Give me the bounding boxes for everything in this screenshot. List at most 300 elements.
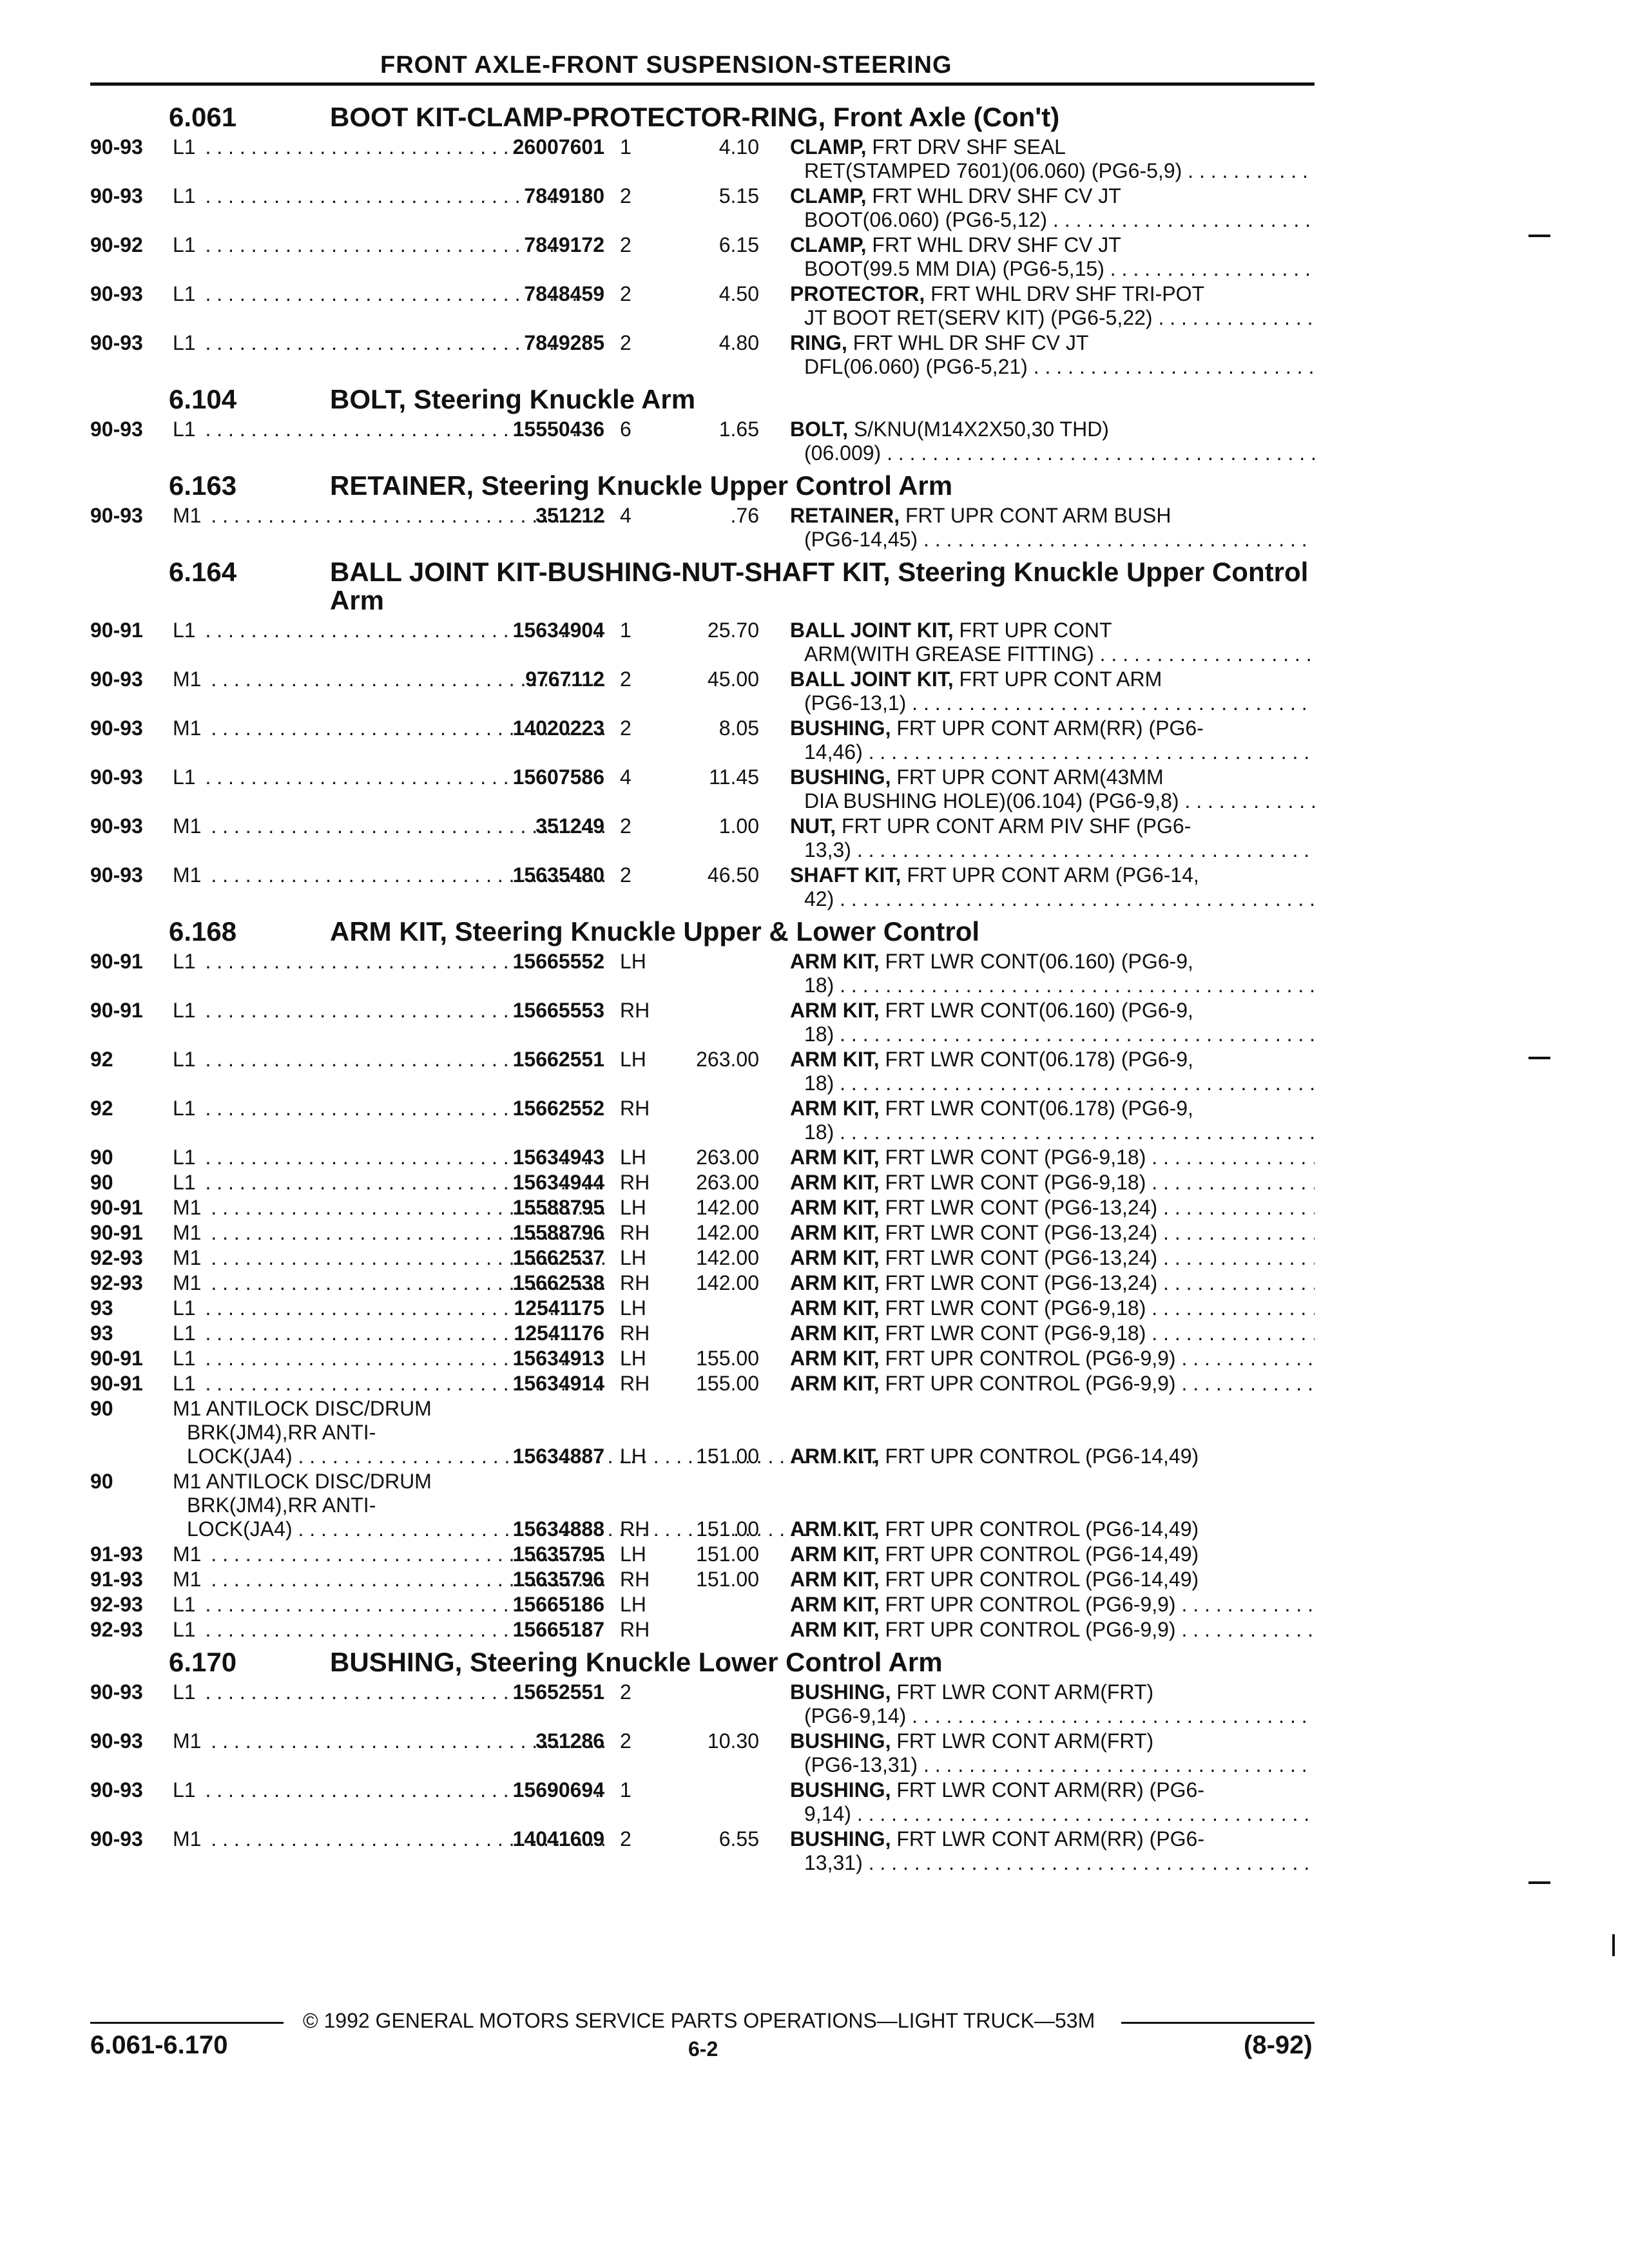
model-years: 90-93 (90, 418, 143, 441)
description-line (790, 1271, 1315, 1295)
quantity: 2 (620, 716, 631, 740)
description-text: FRT UPR CONTROL (PG6-9,9) (879, 1372, 1176, 1395)
description (759, 282, 1315, 330)
part-row (90, 504, 1315, 552)
price: 151.00 (696, 1517, 759, 1541)
description-continuation: 13,3) . . . (790, 838, 1315, 862)
model-years: 90-93 (90, 1778, 143, 1802)
model-code: L1 (173, 1097, 200, 1120)
description-text: FRT UPR CONTROL (PG6-14,49) (879, 1517, 1199, 1541)
model-code: L1 (173, 1296, 200, 1320)
model-code: L1 (173, 1146, 200, 1169)
description-term: ARM KIT, (790, 1097, 880, 1120)
margin-mark (1528, 235, 1550, 237)
description (759, 504, 1315, 552)
description-line (790, 999, 1315, 1023)
description-text: FRT LWR CONT (PG6-9,18) (879, 1296, 1146, 1320)
model-years: 90 (90, 1146, 113, 1169)
part-row (90, 1221, 1315, 1245)
part-row (90, 999, 1315, 1046)
section-title: BUSHING, Steering Knuckle Lower Control Arm (330, 1647, 943, 1677)
footer-date: (8-92) (1244, 2031, 1313, 2059)
model-code: L1 (173, 1680, 200, 1704)
quantity: RH (620, 1517, 650, 1541)
description-term: ARM KIT, (790, 1593, 880, 1616)
model-code: L1 (173, 999, 200, 1022)
description-text: FRT UPR CONT ARM PIV SHF (PG6- (836, 814, 1191, 838)
quantity: 1 (620, 619, 631, 642)
quantity: LH (620, 1146, 646, 1169)
quantity: 2 (620, 814, 631, 838)
model-years: 91-93 (90, 1568, 143, 1591)
description-text: FRT LWR CONT (PG6-9,18) (879, 1321, 1146, 1345)
model-code: L1 (173, 418, 200, 441)
description-line (790, 1347, 1315, 1370)
description (759, 1221, 1315, 1245)
price: 25.70 (707, 619, 759, 642)
model-code: M1 (173, 504, 205, 527)
model-years: 90-92 (90, 233, 143, 256)
footer-section-range: 6.061-6.170 (90, 2031, 228, 2059)
quantity: LH (620, 1048, 646, 1071)
description-text: FRT UPR CONT (953, 619, 1112, 642)
section-header (90, 558, 1315, 615)
description (759, 999, 1315, 1046)
part-number: 14020223 (512, 716, 604, 740)
description-continuation: 18) . . . (790, 1120, 1315, 1144)
description-term: ARM KIT, (790, 1347, 880, 1370)
part-number: 15665552 (512, 950, 604, 973)
description (759, 1296, 1315, 1320)
quantity: 2 (620, 668, 631, 691)
description-continuation: 9,14) . . . (790, 1802, 1315, 1826)
description-line (790, 282, 1315, 306)
description-term: SHAFT KIT, (790, 863, 901, 887)
description-line (790, 668, 1315, 691)
quantity: 2 (620, 184, 631, 207)
part-row (90, 1246, 1315, 1270)
description-continuation: (PG6-13,31) . . . (790, 1753, 1315, 1777)
description (759, 1246, 1315, 1270)
description-term: ARM KIT, (790, 1568, 880, 1591)
quantity: RH (620, 1171, 650, 1194)
model-years: 90-93 (90, 1827, 143, 1850)
description-line (790, 1680, 1315, 1704)
part-number: 15690694 (512, 1778, 604, 1802)
part-number: 15634904 (512, 619, 604, 642)
part-number: 15634943 (512, 1146, 604, 1169)
header-rule (90, 82, 1315, 86)
part-number: 15662537 (512, 1246, 604, 1269)
description (759, 1171, 1315, 1195)
model-years: 90-93 (90, 1729, 143, 1753)
model-code: M1 (173, 1196, 205, 1219)
model-code: M1 (173, 668, 205, 691)
description-term: BALL JOINT KIT, (790, 619, 954, 642)
description-continuation: (PG6-14,45) . . . (790, 528, 1315, 552)
part-number: 15662538 (512, 1271, 604, 1294)
description-text: FRT UPR CONTROL (PG6-9,9) (879, 1618, 1176, 1641)
model-years: 90-91 (90, 999, 143, 1022)
description-continuation: (06.009) . . . (790, 441, 1315, 465)
price: 142.00 (696, 1271, 759, 1294)
description-line (790, 1778, 1315, 1802)
description (759, 1827, 1315, 1875)
model-code: L1 (173, 1778, 200, 1802)
description (759, 1347, 1315, 1370)
price: 142.00 (696, 1196, 759, 1219)
part-row (90, 1729, 1315, 1777)
part-number: 15634887 (512, 1445, 604, 1468)
description-continuation: 18) . . . (790, 974, 1315, 997)
description-term: ARM KIT, (790, 1146, 880, 1169)
part-row (90, 135, 1315, 183)
footer-page-number: 6-2 (688, 2037, 718, 2061)
price: 45.00 (707, 668, 759, 691)
model-code: M1 (173, 1729, 205, 1753)
description-line (790, 1618, 1315, 1642)
part-number: 15665187 (512, 1618, 604, 1641)
part-number: 15635795 (512, 1542, 604, 1566)
description-term: RING, (790, 331, 847, 354)
model-years: 90-91 (90, 619, 143, 642)
part-row (90, 418, 1315, 465)
price: 6.15 (718, 233, 759, 256)
description-term: PROTECTOR, (790, 282, 925, 305)
description-line (790, 1097, 1315, 1120)
quantity: 2 (620, 1729, 631, 1753)
description-text: FRT LWR CONT(06.178) (PG6-9, (879, 1048, 1193, 1071)
section-number: 6.170 (169, 1647, 237, 1677)
model-years: 92-93 (90, 1271, 143, 1294)
model-code: L1 (173, 1048, 200, 1071)
description-line (790, 950, 1315, 974)
quantity: 2 (620, 1680, 631, 1704)
part-row (90, 233, 1315, 281)
description-continuation: ARM(WITH GREASE FITTING) . . . (790, 642, 1315, 666)
quantity: LH (620, 1347, 646, 1370)
price: 4.10 (718, 135, 759, 159)
model-line: LOCK(JA4) . . . (173, 1445, 876, 1468)
part-number: 7848459 (524, 282, 604, 305)
description-continuation: DFL(06.060) (PG6-5,21) . . . (790, 355, 1315, 379)
model-years: 90-91 (90, 1196, 143, 1219)
model-code: M1 (173, 1246, 205, 1269)
quantity: LH (620, 1445, 646, 1468)
description-term: ARM KIT, (790, 1221, 880, 1244)
part-number: 15635480 (512, 863, 604, 887)
footer-rule-left (90, 2022, 284, 2024)
description (759, 950, 1315, 997)
description (759, 418, 1315, 465)
description (759, 668, 1315, 715)
quantity: 4 (620, 765, 631, 789)
section-header (90, 1648, 1315, 1677)
description-text: FRT LWR CONT (PG6-9,18) (879, 1171, 1146, 1194)
part-number: 15634914 (512, 1372, 604, 1395)
description-term: BALL JOINT KIT, (790, 668, 954, 691)
part-number: 15588795 (512, 1196, 604, 1219)
part-number: 14041609 (512, 1827, 604, 1850)
model-line: BRK(JM4),RR ANTI- (187, 1494, 376, 1517)
description (759, 1097, 1315, 1144)
quantity: 6 (620, 418, 631, 441)
price: 4.50 (718, 282, 759, 305)
description-text: FRT LWR CONT ARM(RR) (PG6- (891, 1827, 1204, 1850)
quantity: RH (620, 1372, 650, 1395)
description-line (790, 1729, 1315, 1753)
model-years: 90-93 (90, 282, 143, 305)
quantity: 2 (620, 1827, 631, 1850)
margin-mark (1612, 1934, 1615, 1956)
description-text: FRT LWR CONT (PG6-9,18) (879, 1146, 1146, 1169)
model-years: 90-91 (90, 950, 143, 973)
model-code: M1 (173, 1271, 205, 1294)
description (759, 716, 1315, 764)
model-years: 90-93 (90, 863, 143, 887)
description-term: ARM KIT, (790, 1372, 880, 1395)
description-term: BUSHING, (790, 1778, 891, 1802)
part-number: 15652551 (512, 1680, 604, 1704)
part-number: 15607586 (512, 765, 604, 789)
description-term: ARM KIT, (790, 1271, 880, 1294)
model-code: L1 (173, 1347, 200, 1370)
description-text: FRT UPR CONTROL (PG6-14,49) (879, 1568, 1199, 1591)
description-term: ARM KIT, (790, 1296, 880, 1320)
section-number: 6.164 (169, 557, 237, 587)
quantity: 2 (620, 282, 631, 305)
description-continuation: 18) . . . (790, 1072, 1315, 1095)
description-text: FRT UPR CONT ARM (PG6-14, (901, 863, 1199, 887)
part-number: 15634913 (512, 1347, 604, 1370)
description-text: FRT LWR CONT(06.160) (PG6-9, (879, 950, 1193, 973)
part-number: 15665553 (512, 999, 604, 1022)
part-row (90, 1271, 1315, 1295)
description (759, 1372, 1315, 1396)
model-years: 90-93 (90, 765, 143, 789)
description-text: FRT LWR CONT (PG6-13,24) (879, 1271, 1158, 1294)
description-term: CLAMP, (790, 233, 867, 256)
description-line (790, 1827, 1315, 1851)
part-row (90, 1196, 1315, 1220)
description-term: ARM KIT, (790, 1445, 880, 1468)
quantity: RH (620, 1618, 650, 1641)
section-title: RETAINER, Steering Knuckle Upper Control Arm (330, 470, 953, 501)
part-row (90, 1347, 1315, 1370)
description-line (790, 1146, 1315, 1169)
description (759, 135, 1315, 183)
description-text: FRT UPR CONTROL (PG6-9,9) (879, 1347, 1176, 1370)
quantity: RH (620, 999, 650, 1022)
part-number: 15662552 (512, 1097, 604, 1120)
model-code: M1 (173, 1568, 205, 1591)
description-term: ARM KIT, (790, 1517, 880, 1541)
part-number: 7849172 (524, 233, 604, 256)
part-row (90, 814, 1315, 862)
description-text: FRT LWR CONT ARM(RR) (PG6- (891, 1778, 1204, 1802)
part-row (90, 1593, 1315, 1617)
part-number: 15635796 (512, 1568, 604, 1591)
quantity: LH (620, 1196, 646, 1219)
part-number: 351286 (535, 1729, 604, 1753)
description-text: FRT WHL DRV SHF CV JT (866, 184, 1121, 207)
part-row (90, 1470, 1315, 1541)
description-text: FRT LWR CONT(06.160) (PG6-9, (879, 999, 1193, 1022)
description-term: RETAINER, (790, 504, 900, 527)
model-years: 93 (90, 1321, 113, 1345)
description-text: FRT UPR CONT ARM(43MM (891, 765, 1164, 789)
section-header (90, 472, 1315, 500)
section-title: BOLT, Steering Knuckle Arm (330, 384, 696, 414)
description (759, 1729, 1315, 1777)
description-text: FRT WHL DR SHF CV JT (847, 331, 1089, 354)
part-row (90, 1778, 1315, 1826)
model-years: 92 (90, 1048, 113, 1071)
description-continuation: (PG6-13,1) . . . (790, 691, 1315, 715)
quantity: LH (620, 1246, 646, 1269)
part-number: 9767112 (525, 668, 604, 691)
price: 151.00 (696, 1568, 759, 1591)
description-continuation: 14,46) . . . (790, 740, 1315, 764)
model-years: 90-93 (90, 184, 143, 207)
description-term: CLAMP, (790, 184, 867, 207)
model-years: 90-93 (90, 814, 143, 838)
description-line (790, 863, 1315, 887)
part-number: 7849285 (524, 331, 604, 354)
price: 151.00 (696, 1542, 759, 1566)
description (759, 184, 1315, 232)
section-header (90, 918, 1315, 946)
description (759, 1778, 1315, 1826)
part-number: 26007601 (512, 135, 604, 159)
part-row (90, 716, 1315, 764)
description-line (790, 1568, 1315, 1591)
margin-mark (1528, 1057, 1550, 1059)
quantity: LH (620, 1542, 646, 1566)
description-line (790, 1321, 1315, 1345)
part-row (90, 184, 1315, 232)
part-row (90, 1827, 1315, 1875)
quantity: 2 (620, 331, 631, 354)
description-text: FRT LWR CONT (PG6-13,24) (879, 1196, 1158, 1219)
model-code: M1 (173, 1542, 205, 1566)
price: 6.55 (718, 1827, 759, 1850)
model-code: M1 (173, 814, 205, 838)
section-number: 6.168 (169, 916, 237, 947)
description-continuation: BOOT(99.5 MM DIA) (PG6-5,15) . . . (790, 257, 1315, 281)
description-text: FRT LWR CONT ARM(FRT) (891, 1729, 1154, 1753)
description-term: BUSHING, (790, 716, 891, 740)
model-line: M1 ANTILOCK DISC/DRUM (173, 1470, 432, 1493)
description (759, 1271, 1315, 1295)
part-row (90, 1048, 1315, 1095)
quantity: 1 (620, 135, 631, 159)
price: 10.30 (707, 1729, 759, 1753)
part-number: 12541176 (514, 1321, 604, 1345)
quantity: 2 (620, 863, 631, 887)
description-term: ARM KIT, (790, 1542, 880, 1566)
description-term: ARM KIT, (790, 950, 880, 973)
description (759, 765, 1315, 813)
description-line (790, 1171, 1315, 1195)
model-line: BRK(JM4),RR ANTI- (187, 1421, 376, 1444)
price: 1.65 (718, 418, 759, 441)
part-number: 351212 (535, 504, 604, 527)
part-row (90, 1372, 1315, 1396)
model-code: M1 (173, 716, 205, 740)
model-years: 90-93 (90, 504, 143, 527)
price: 11.45 (709, 765, 759, 789)
part-number: 351249 (535, 814, 604, 838)
description (759, 863, 1315, 911)
model-years: 90-91 (90, 1221, 143, 1244)
part-row (90, 1568, 1315, 1591)
description-line (790, 1246, 1315, 1270)
description-line (790, 331, 1315, 355)
model-code: L1 (173, 1593, 200, 1616)
description-line (790, 233, 1315, 257)
description-line (790, 1542, 1315, 1566)
model-years: 90-93 (90, 1680, 143, 1704)
description-term: CLAMP, (790, 135, 867, 159)
description-text: FRT WHL DRV SHF CV JT (866, 233, 1121, 256)
description-line (790, 504, 1315, 528)
description-continuation: RET(STAMPED 7601)(06.060) (PG6-5,9) . . . (790, 159, 1315, 183)
description-line (790, 1593, 1315, 1617)
description-text: FRT WHL DRV SHF TRI-POT (925, 282, 1205, 305)
price: 263.00 (696, 1048, 759, 1071)
description-line (790, 619, 1315, 642)
description-line (790, 814, 1315, 838)
model-line: M1 ANTILOCK DISC/DRUM (173, 1397, 432, 1420)
price: 4.80 (718, 331, 759, 354)
description-line (790, 716, 1315, 740)
part-number: 15634944 (512, 1171, 604, 1194)
model-years: 90-91 (90, 1347, 143, 1370)
description (759, 1568, 1315, 1591)
quantity: LH (620, 1593, 646, 1616)
model-years: 92 (90, 1097, 113, 1120)
section-number: 6.061 (169, 102, 237, 132)
description (759, 331, 1315, 379)
description-text: FRT DRV SHF SEAL (866, 135, 1066, 159)
description-line (790, 1372, 1315, 1396)
description-term: ARM KIT, (790, 1321, 880, 1345)
model-years: 90 (90, 1171, 113, 1194)
description-term: ARM KIT, (790, 999, 880, 1022)
description-continuation: 13,31) . . . (790, 1851, 1315, 1875)
model-code: M1 (173, 863, 205, 887)
part-row (90, 1097, 1315, 1144)
model-code: L1 (173, 1321, 200, 1345)
part-row (90, 1296, 1315, 1320)
quantity: 1 (620, 1778, 631, 1802)
description-text: FRT UPR CONT ARM(RR) (PG6- (891, 716, 1204, 740)
quantity: RH (620, 1097, 650, 1120)
description-continuation: BOOT(06.060) (PG6-5,12) . . . (790, 208, 1315, 232)
description-continuation: 18) . . . (790, 1023, 1315, 1046)
model-years: 90 (90, 1397, 113, 1420)
model-years: 90-93 (90, 716, 143, 740)
description (759, 1680, 1315, 1728)
model-code: L1 (173, 619, 200, 642)
quantity: RH (620, 1321, 650, 1345)
model-code: L1 (173, 331, 200, 354)
description-text: FRT UPR CONT ARM BUSH (900, 504, 1171, 527)
description (759, 814, 1315, 862)
description-text: FRT UPR CONT ARM (953, 668, 1162, 691)
section-number: 6.163 (169, 470, 237, 501)
